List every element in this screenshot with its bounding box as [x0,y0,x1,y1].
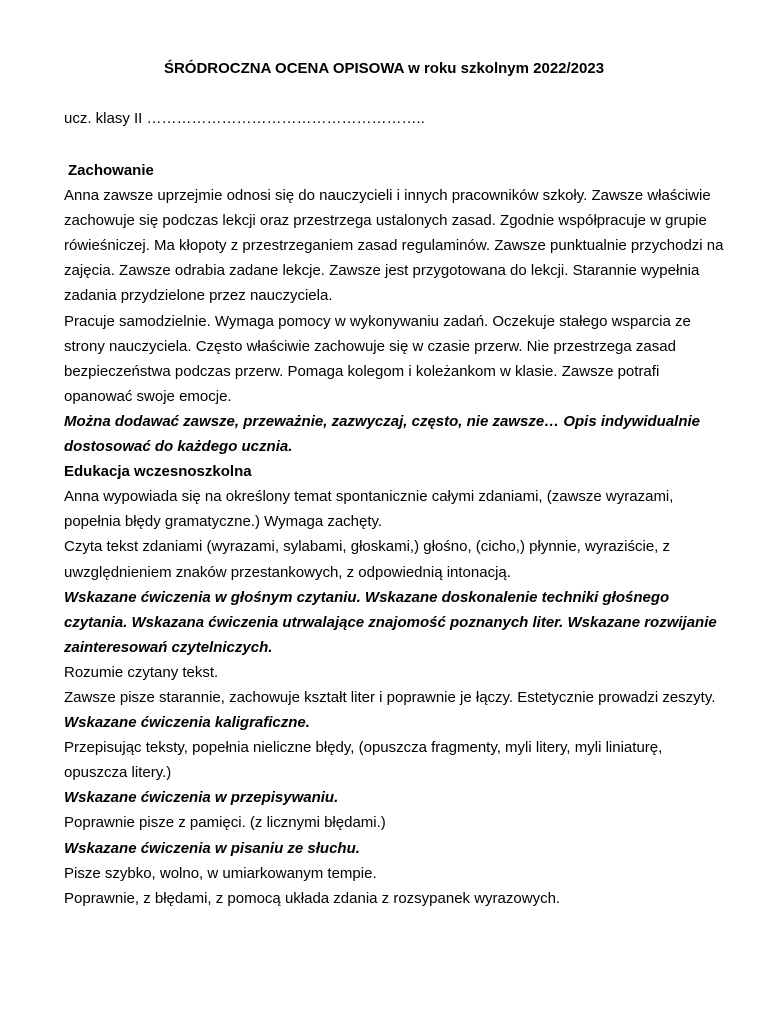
reading-recommendation-note: Wskazane ćwiczenia w głośnym czytaniu. Wskazane doskonalenie techniki głośnego czytania. Wskazana ćwiczenia utrwalające znajomość poznanych liter. Wskazane rozwijanie zainteresowań czytelniczych. [64,588,717,656]
reading-paragraph: Czyta tekst zdaniami (wyrazami, sylabami, głoskami,) głośno, (cicho,) płynnie, wyraziście, z uwzględnieniem znaków przestankowych, z odpowiednią intonacją. [64,538,671,581]
copying-recommendation-note: Wskazane ćwiczenia w przepisywaniu. [64,789,339,807]
handwriting-paragraph: Zawsze pisze starannie, zachowuje kształt liter i poprawnie je łączy. Estetycznie prowadzi zeszyty. [64,688,716,706]
calligraphy-recommendation-note: Wskazane ćwiczenia kaligraficzne. [64,714,310,732]
student-class-line: ucz. klasy II ……………………………………………….. [64,110,425,127]
copying-paragraph: Przepisując teksty, popełnia nieliczne błędy, (opuszcza fragmenty, myli litery, myli liniaturę, opuszcza litery.) [64,739,663,782]
behavior-paragraph: Anna zawsze uprzejmie odnosi się do nauczycieli i innych pracowników szkoły. Zawsze właściwie zachowuje się podczas lekcji oraz przestrzega ustalonych zasad. Zgodnie współpracuje w grupie rówieśniczej. Ma kłopoty z przestrzeganiem zasad regulaminów. Zawsze punktualnie przychodzi na zajęcia. Zawsze odrabia zadane lekcje. Zawsze jest przygotowana do lekcji. Starannie wypełnia zadania przydzielone przez nauczyciela. [64,187,724,305]
document-body [64,158,724,911]
section-heading-early-education: Edukacja wczesnoszkolna [64,463,252,481]
comprehension-paragraph: Rozumie czytany tekst. [64,663,219,681]
behavior-paragraph-2: Pracuje samodzielnie. Wymaga pomocy w wykonywaniu zadań. Oczekuje stałego wsparcia ze strony nauczyciela. Często właściwie zachowuje się w czasie przerw. Nie przestrzega zasad bezpieczeństwa podczas przerw. Pomaga kolegom i koleżankom w klasie. Zawsze potrafi opanować swoje emocje. [64,312,691,405]
sentence-building-paragraph: Poprawnie, z błędami, z pomocą układa zdania z rozsypanek wyrazowych. [64,889,561,907]
document-title: ŚRÓDROCZNA OCENA OPISOWA w roku szkolnym 2022/2023 [163,60,605,77]
speaking-paragraph: Anna wypowiada się na określony temat spontanicznie całymi zdaniami, (zawsze wyrazami, popełnia błędy gramatyczne.) Wymaga zachęty. [64,488,674,531]
section-heading-behavior: Zachowanie [68,162,154,179]
writing-speed-paragraph: Pisze szybko, wolno, w umiarkowanym tempie. [64,864,377,882]
memory-writing-paragraph: Poprawnie pisze z pamięci. (z licznymi błędami.) [64,814,386,832]
dictation-recommendation-note: Wskazane ćwiczenia w pisaniu ze słuchu. [64,839,360,857]
behavior-instruction-note: Można dodawać zawsze, przeważnie, zazwyczaj, często, nie zawsze… Opis indywidualnie dostosować do każdego ucznia. [64,412,701,456]
